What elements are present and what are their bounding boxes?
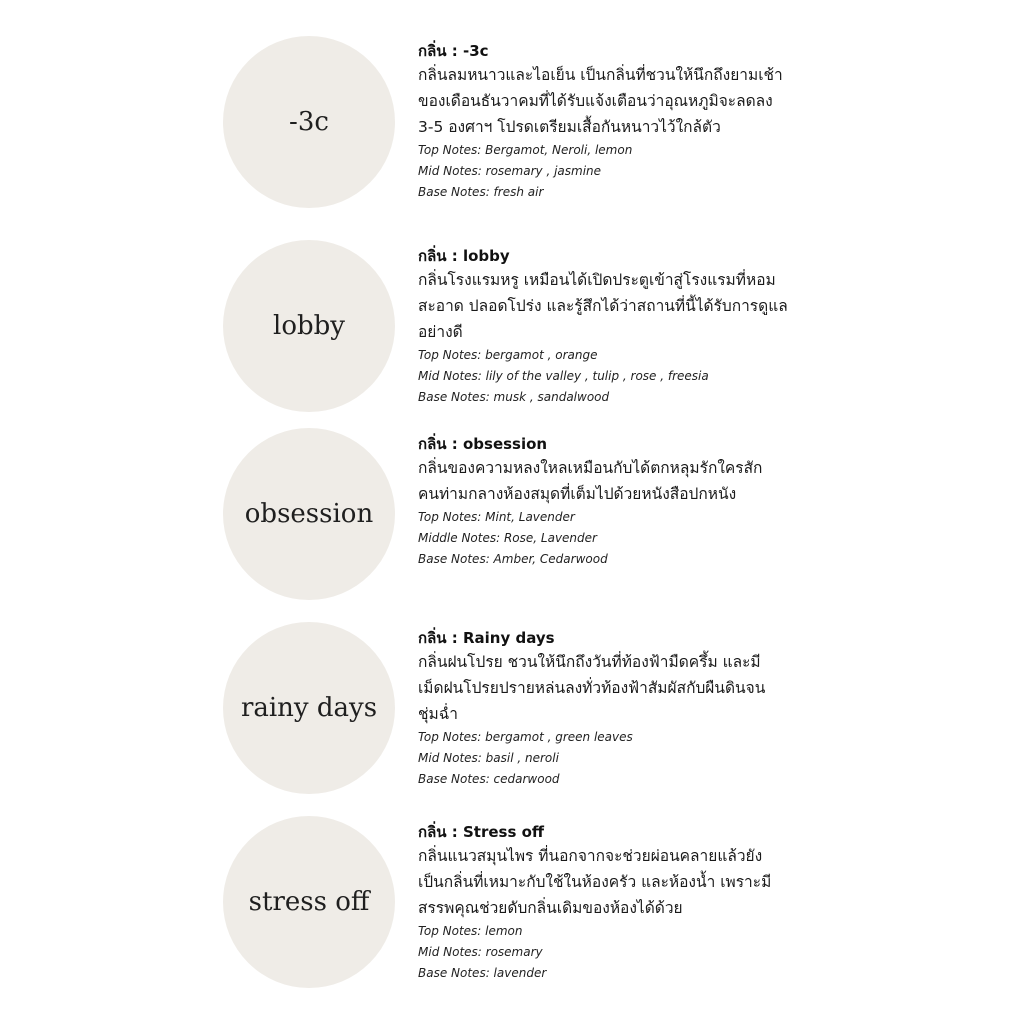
mid-notes: Mid Notes: rosemary , jasmine: [418, 164, 602, 178]
description-line: กลิ่นของความหลงใหลเหมือนกับได้ตกหลุมรักใครสัก: [418, 459, 763, 477]
scent-circle: [223, 622, 395, 794]
scent-circle-label: obsession: [244, 499, 374, 529]
description-line: กลิ่นฝนโปรย ชวนให้นึกถึงวันที่ท้องฟ้ามืดครึ้ม และมี: [418, 653, 761, 671]
top-notes: Top Notes: Bergamot, Neroli, lemon: [418, 143, 633, 157]
top-notes: Top Notes: bergamot , green leaves: [418, 730, 633, 744]
scent-circle-label: lobby: [273, 311, 345, 341]
scent-details: [418, 245, 818, 408]
scent-title: กลิ่น : -3c: [418, 42, 489, 60]
scent-description: [418, 62, 818, 140]
scent-description: [418, 649, 818, 727]
description-line: กลิ่นโรงแรมหรู เหมือนได้เปิดประตูเข้าสู่โรงแรมที่หอม: [418, 271, 776, 289]
scent-details: [418, 40, 818, 203]
scent-circle: [223, 428, 395, 600]
mid-notes: Mid Notes: rosemary: [418, 945, 543, 959]
scent-title: กลิ่น : lobby: [418, 247, 510, 265]
mid-notes: Middle Notes: Rose, Lavender: [418, 531, 597, 545]
base-notes: Base Notes: fresh air: [418, 185, 544, 199]
description-line: สะอาด ปลอดโปร่ง และรู้สึกได้ว่าสถานที่นี้ได้รับการดูแล: [418, 297, 788, 315]
base-notes: Base Notes: cedarwood: [418, 772, 560, 786]
description-line: กลิ่นลมหนาวและไอเย็น เป็นกลิ่นที่ชวนให้นึกถึงยามเช้า: [418, 66, 783, 84]
description-line: สรรพคุณช่วยดับกลิ่นเดิมของห้องได้ด้วย: [418, 899, 683, 917]
mid-notes: Mid Notes: lily of the valley , tulip , rose , freesia: [418, 369, 709, 383]
top-notes: Top Notes: bergamot , orange: [418, 348, 598, 362]
description-line: อย่างดี: [418, 323, 463, 341]
mid-notes: Mid Notes: basil , neroli: [418, 751, 559, 765]
scent-circle: [223, 36, 395, 208]
scent-circle-label: rainy days: [240, 693, 378, 723]
description-line: คนท่ามกลางห้องสมุดที่เต็มไปด้วยหนังสือปกหนัง: [418, 485, 737, 503]
scent-description: [418, 843, 818, 921]
scent-circle: [223, 240, 395, 412]
description-line: ของเดือนธันวาคมที่ได้รับแจ้งเตือนว่าอุณหภูมิจะลดลง: [418, 92, 773, 110]
scent-title: กลิ่น : Stress off: [418, 823, 545, 841]
description-line: ชุ่มฉ่ำ: [418, 705, 458, 723]
scent-description: [418, 455, 818, 507]
scent-details: [418, 627, 818, 790]
base-notes: Base Notes: musk , sandalwood: [418, 390, 610, 404]
description-line: กลิ่นแนวสมุนไพร ที่นอกจากจะช่วยผ่อนคลายแล้วยัง: [418, 847, 763, 865]
scent-description: [418, 267, 818, 345]
description-line: เม็ดฝนโปรยปรายหล่นลงทั่วท้องฟ้าสัมผัสกับผืนดินจน: [418, 679, 766, 697]
scent-circle-label: -3c: [289, 107, 329, 137]
top-notes: Top Notes: lemon: [418, 924, 523, 938]
description-line: เป็นกลิ่นที่เหมาะกับใช้ในห้องครัว และห้องน้ำ เพราะมี: [418, 873, 772, 891]
scent-circle-label: stress off: [248, 887, 370, 917]
top-notes: Top Notes: Mint, Lavender: [418, 510, 575, 524]
scent-details: [418, 821, 818, 984]
scent-title: กลิ่น : obsession: [418, 435, 548, 453]
scent-details: [418, 433, 818, 570]
scent-circle: [223, 816, 395, 988]
scent-title: กลิ่น : Rainy days: [418, 629, 555, 647]
description-line: 3-5 องศาฯ โปรดเตรียมเสื้อกันหนาวไว้ใกล้ตัว: [418, 118, 721, 136]
base-notes: Base Notes: lavender: [418, 966, 547, 980]
base-notes: Base Notes: Amber, Cedarwood: [418, 552, 608, 566]
